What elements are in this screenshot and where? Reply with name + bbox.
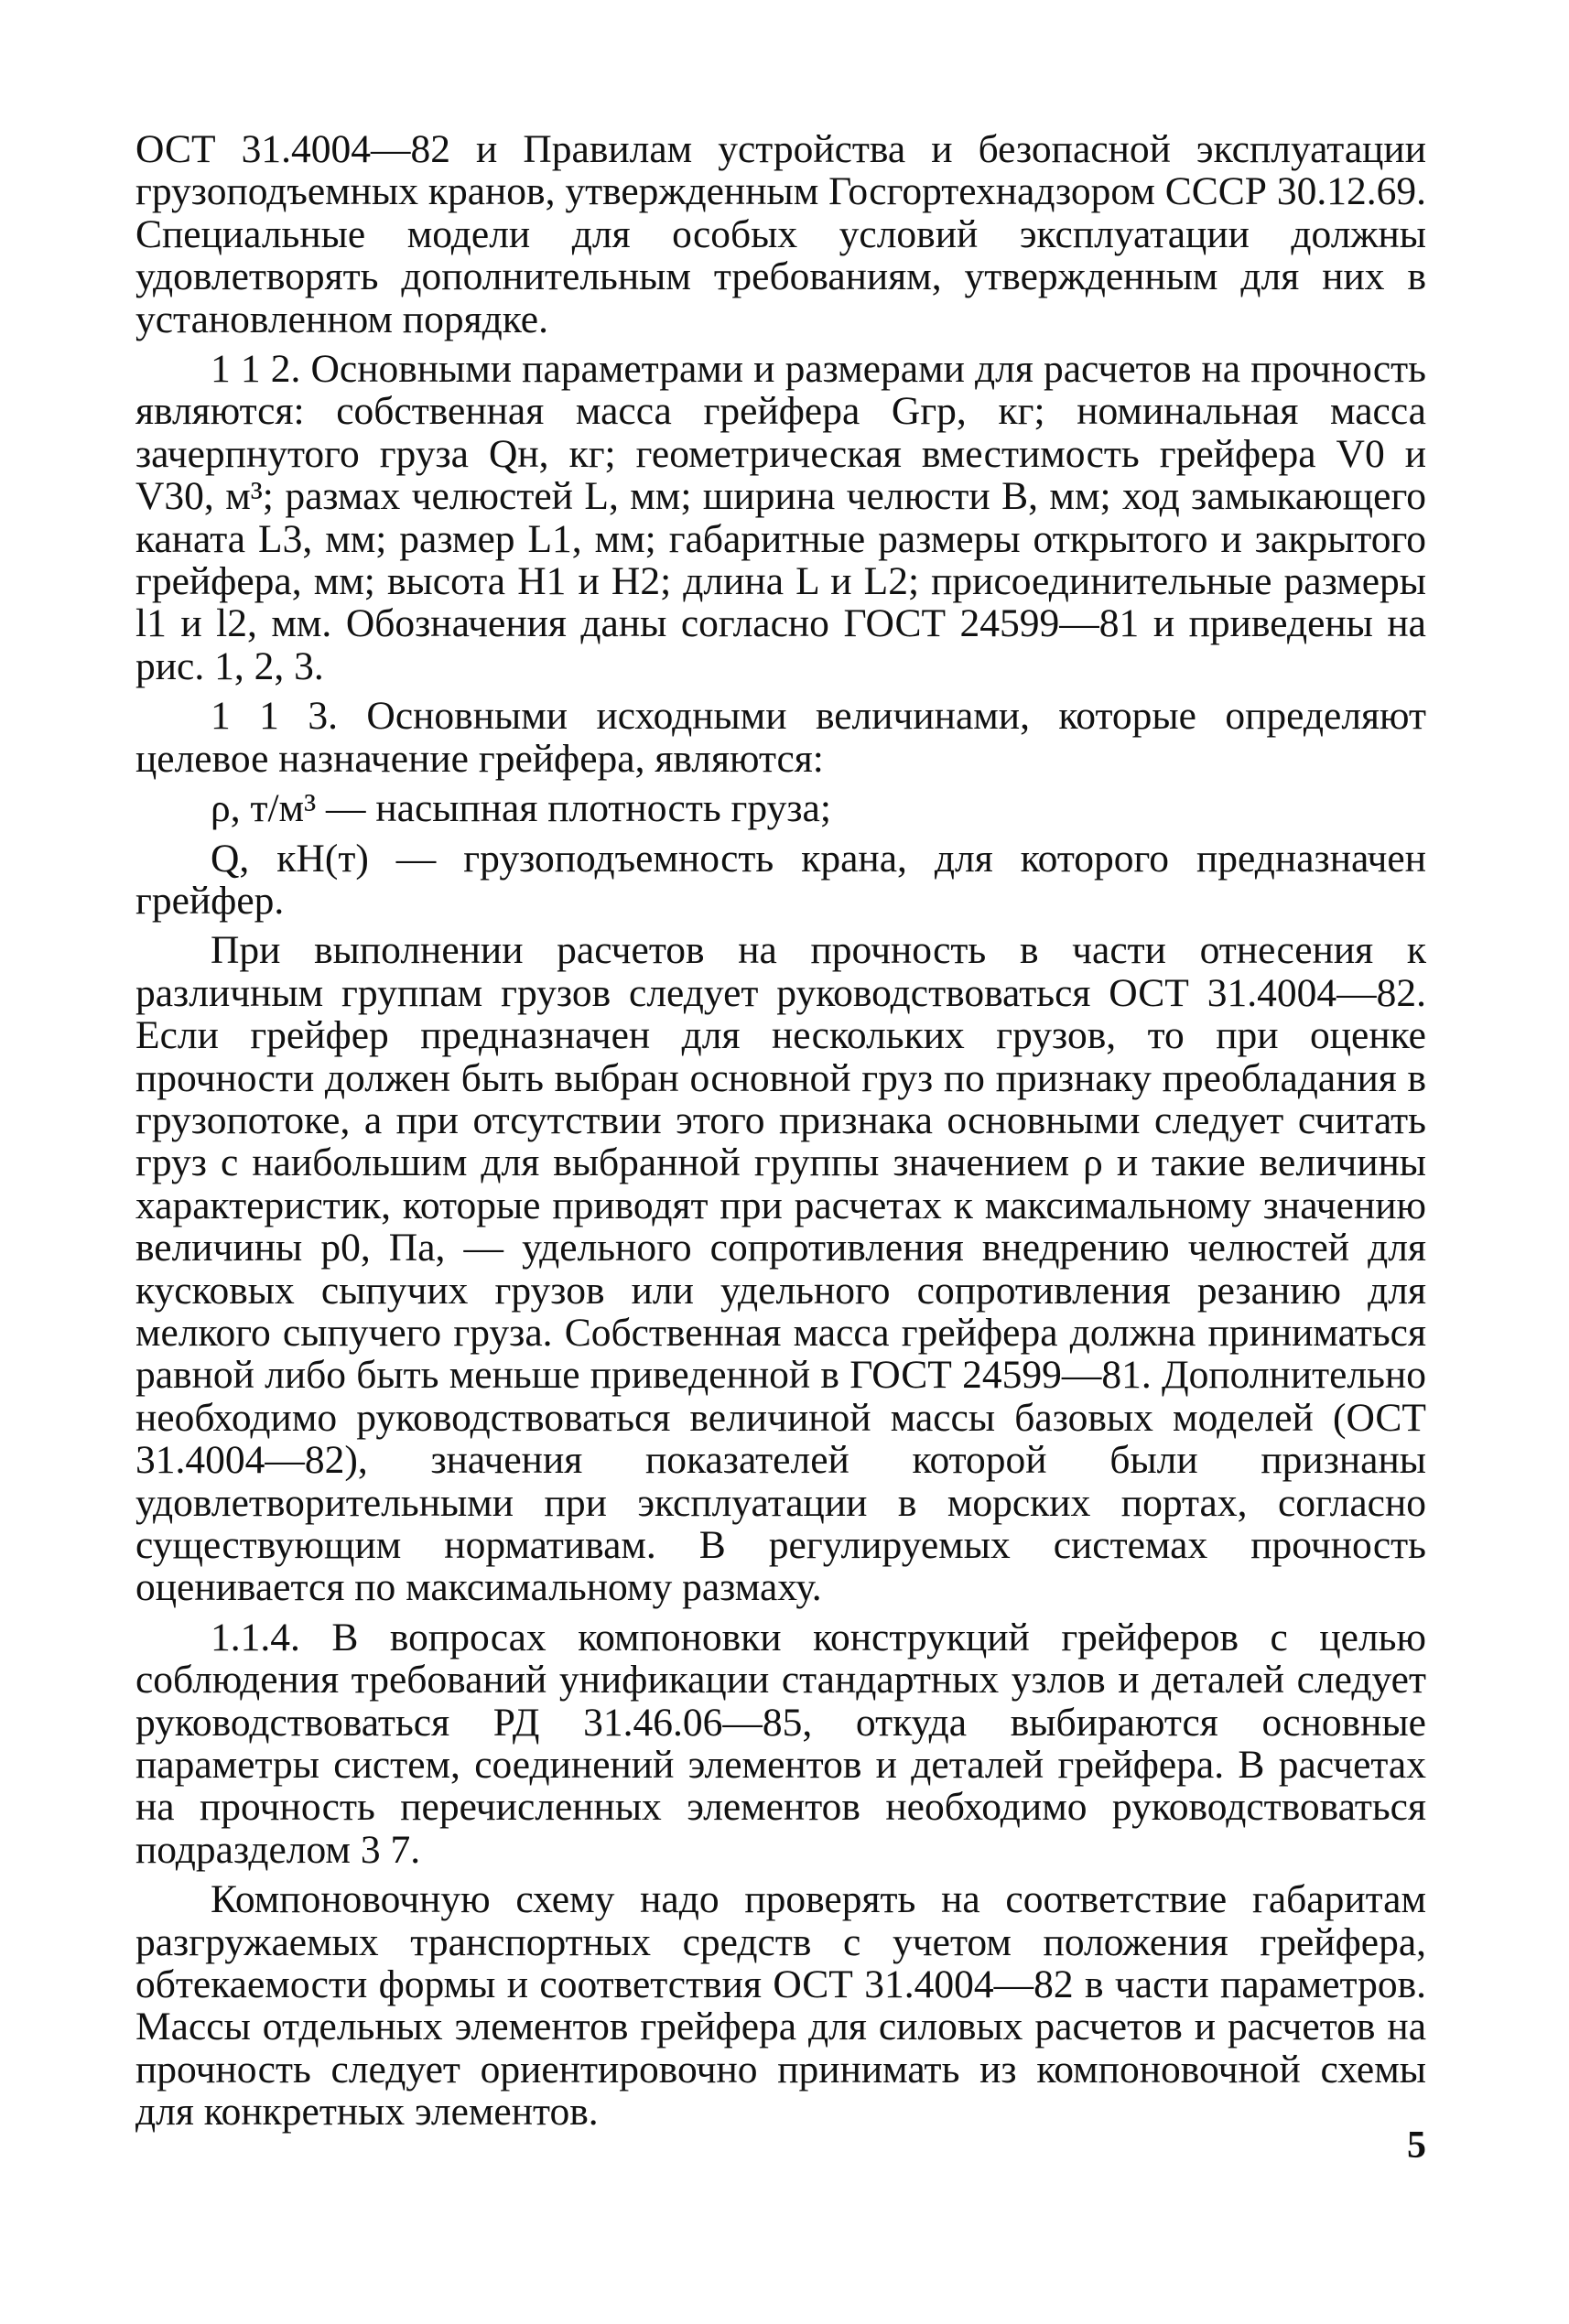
page-number: 5: [1407, 2124, 1426, 2167]
paragraph-strength-calculations: При выполнении расчетов на прочность в части отнесения к различным группам грузов следует руководствоваться ОСТ 31.4004—82. Если грейфер предназначен для нескольких грузов, то при оценке прочности должен быть выбран основной груз по признаку преобладания в грузопотоке, а при отсутствии этого признака основными следует считать груз с наибольшим для выбранной группы значением ρ и такие величины характеристик, которые приводят при расчетах к максимальному значению величины p0, Па, — удельного сопротивления внедрению челюстей для кусковых сыпучих грузов или удельного сопротивления резанию для мелкого сыпучего груза. Собственная масса грейфера должна приниматься равной либо быть меньше приведенной в ГОСТ 24599—81. Дополнительно необходимо руководствоваться величиной массы базовых моделей (ОСТ 31.4004—82), значения показателей которой были признаны удовлетворительными при эксплуатации в морских портах, согласно существующим нормативам. В регулируемых системах прочность оценивается по максимальному размаху.: [135, 928, 1426, 1610]
paragraph-1-1-2: 1 1 2. Основными параметрами и размерами для расчетов на прочность являются: собственная масса грейфера Gгр, кг; номинальная масса зачерпнутого груза Qн, кг; геометрическая вместимость грейфера V0 и V30, м³; размах челюстей L, мм; ширина челюсти B, мм; ход замыкающего каната L3, мм; размер L1, мм; габаритные размеры открытого и закрытого грейфера, мм; высота H1 и H2; длина L и L2; присоединительные размеры l1 и l2, мм. Обозначения даны согласно ГОСТ 24599—81 и приведены на рис. 1, 2, 3.: [135, 347, 1426, 688]
paragraph-1-1-4: 1.1.4. В вопросах компоновки конструкций грейферов с целью соблюдения требований унификации стандартных узлов и деталей следует руководствоваться РД 31.46.06—85, откуда выбираются основные параметры систем, соединений элементов и деталей грейфера. В расчетах на прочность перечисленных элементов необходимо руководствоваться подразделом 3 7.: [135, 1615, 1426, 1872]
paragraph-1-1-3: 1 1 3. Основными исходными величинами, которые определяют целевое назначение грейфера, являются:: [135, 694, 1426, 781]
paragraph-layout-scheme: Компоновочную схему надо проверять на соответствие габаритам разгружаемых транспортных средств с учетом положения грейфера, обтекаемости формы и соответствия ОСТ 31.4004—82 в части параметров. Массы отдельных элементов грейфера для силовых расчетов и расчетов на прочность следует ориентировочно принимать из компоновочной схемы для конкретных элементов.: [135, 1877, 1426, 2135]
definition-capacity: Q, кН(т) — грузоподъемность крана, для которого предназначен грейфер.: [135, 836, 1426, 923]
definition-density: ρ, т/м³ — насыпная плотность груза;: [211, 786, 831, 831]
paragraph-ost-continuation: ОСТ 31.4004—82 и Правилам устройства и безопасной эксплуатации грузоподъемных кранов, утвержденным Госгортехнадзором СССР 30.12.69. Специальные модели для особых условий эксплуатации должны удовлетворять дополнительным требованиям, утвержденным для них в установленном порядке.: [135, 127, 1426, 341]
document-body: [135, 128, 1426, 2134]
